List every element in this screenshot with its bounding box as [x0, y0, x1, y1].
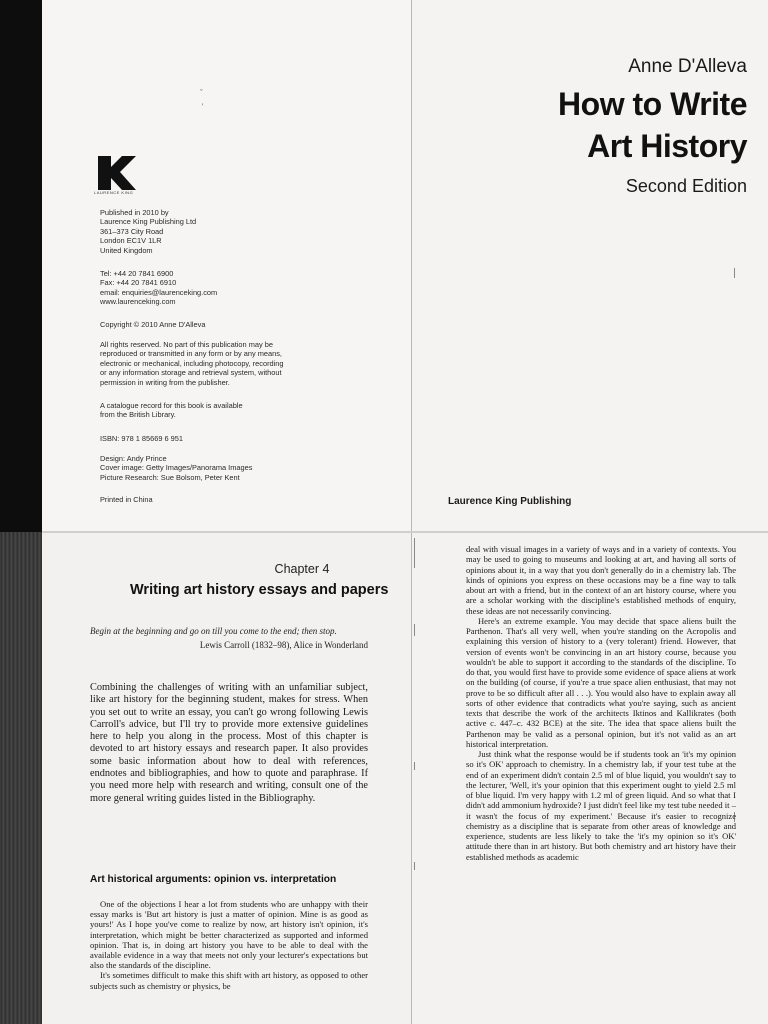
scan-mark: [734, 268, 735, 278]
body-paragraph: Just think what the response would be if students took an 'it's my opinion so it's OK' approach to chemistry. In a chemistry lab, if your test tube at the end of an experiment didn't contain 2.5 ml of blue liquid, you wouldn't say to the lecturer, 'Well, it's your opinion that this experiment ought to yield 2.5 ml of blue liquid. I'm very happy with 1.2 ml of green liquid. And so what that I didn't add ammonium hydroxide? I just didn't feel like my test tube needed it – it wasn't the focus of my experiment.' Because it's easier to recognize chemistry as a discipline that is separate from other areas of knowledge and experience, students are less likely to take the 'it's my opinion so it's OK' attitude there than in art history. But both chemistry and art history have their established methods as academic: [466, 749, 736, 862]
body-text-page: [412, 532, 768, 1024]
scan-binding-strip: [0, 532, 42, 1024]
edition: Second Edition: [625, 176, 747, 196]
chapter-title: Writing art history essays and papers: [130, 582, 389, 598]
title-page: [412, 0, 768, 532]
credits: Design: Andy Prince Cover image: Getty Images/Panorama Images Picture Research: Sue Bolsom, Peter Kent: [100, 454, 253, 482]
body-paragraph: Here's an extreme example. You may decide that space aliens built the Parthenon. That's all very well, when you're standing on the Acropolis and explaining this version of history to a (very tolerant) friend. However, that version of events won't be convincing in an art history course, because you wouldn't be able to support it according to the standards of the discipline. To do that, you would first have to provide some evidence of space aliens at work on the building (of course, if you're a true space alien enthusiast, that may not prove to be so difficult after all . . .). You would also have to explain away all sorts of other evidence that contradicts what you're saying, such as ancient texts that describe the work of the architects Iktinos and Kallikrates (both active c. 447–c. 432 BCE) at the site. The idea that space aliens built the Parthenon may be valid as a personal opinion, but it's not valid as an art historical interpretation.: [466, 615, 736, 749]
publisher-name: Laurence King Publishing: [448, 496, 572, 507]
section-paragraph: One of the objections I hear a lot from students who are unhappy with their essay marks is 'But art history is just a matter of opinion. Mine is as good as yours!' As I hope you've come to realize by now, art history isn't opinion, it's interpretation, which might be better characterized as supported and informed opinion. That is, in doing art history you have to be able to deal with the available evidence in a way that meets not only your lecturer's expectations but also the standards of the discipline.: [90, 899, 368, 971]
spread-divider: [42, 531, 768, 533]
book-title-line-1: How to Write: [558, 86, 747, 122]
isbn: ISBN: 978 1 85669 6 951: [100, 434, 184, 443]
section-heading: Art historical arguments: opinion vs. interpretation: [90, 874, 337, 885]
epigraph-quote: Begin at the beginning and go on till you come to the end; then stop.: [90, 626, 337, 636]
scan-speck-icon: ˇ: [200, 88, 203, 97]
page-gutter: [411, 0, 412, 1024]
catalogue-notice: A catalogue record for this book is available from the British Library.: [100, 401, 243, 420]
epigraph: [90, 624, 368, 652]
chapter-opening-page: [42, 532, 412, 1024]
chapter-number: Chapter 4: [274, 562, 330, 576]
scan-black-edge: [0, 0, 42, 532]
publisher-address: Published in 2010 by Laurence King Publishing Ltd 361–373 City Road London EC1V 1LR United Kingdom: [100, 208, 197, 255]
book-title-line-2: Art History: [587, 128, 747, 164]
publisher-contact: Tel: +44 20 7841 6900 Fax: +44 20 7841 6910 email: enquiries@laurenceking.com www.laurenceking.com: [100, 269, 218, 307]
section-paragraph: It's sometimes difficult to make this shift with art history, as opposed to other subjects such as chemistry or physics, be: [90, 970, 368, 991]
text-column: [466, 544, 736, 862]
laurence-king-logo-icon: [98, 156, 136, 190]
scan-mark: [414, 538, 415, 568]
author-name: Anne D'Alleva: [628, 56, 747, 77]
logo-caption: LAURENCE KING: [94, 190, 134, 195]
scan-speck-icon: ': [202, 102, 204, 111]
scan-mark: [414, 762, 415, 770]
scan-mark: [414, 624, 415, 636]
body-paragraph: deal with visual images in a variety of ways and in a variety of contexts. You may be used to going to museums and looking at art, and having all sorts of opinions about it, in a way that you don't generally do in a chemistry lab. The kinds of opinions you express on these occasions may be a fine way to talk about art with a friend, but in the context of an art history course, where you are a scholar working with the discipline's established methods of enquiry, these ideas are not necessarily convincing.: [466, 544, 736, 616]
copyright-line: Copyright © 2010 Anne D'Alleva: [100, 320, 206, 329]
copyright-page: [42, 0, 412, 532]
rights-notice: All rights reserved. No part of this publication may be reproduced or transmitted in any form or by any means, electronic or mechanical, including photocopy, recording or any information storage and retrieval system, without permission in writing from the publisher.: [100, 340, 284, 387]
scan-mark: [414, 862, 415, 870]
printed-in: Printed in China: [100, 495, 153, 504]
section-body: [90, 899, 368, 991]
chapter-intro: Combining the challenges of writing with an unfamiliar subject, like art history for the beginning student, makes for stress. When you set out to write an essay, you can't go wrong following Lewis Carroll's advice, but I'll try to provide more extensive guidelines here to help you along in the process. Most of this chapter is devoted to art history essays and research paper. It also provides some basic information about how to deal with references, endnotes and bibliographies, and how to quote and paraphrase. If you need more help with research and writing, consult one of the more general writing guides listed in the Bibliography.: [90, 682, 368, 804]
epigraph-attribution: Lewis Carroll (1832–98), Alice in Wonderland: [199, 640, 368, 650]
